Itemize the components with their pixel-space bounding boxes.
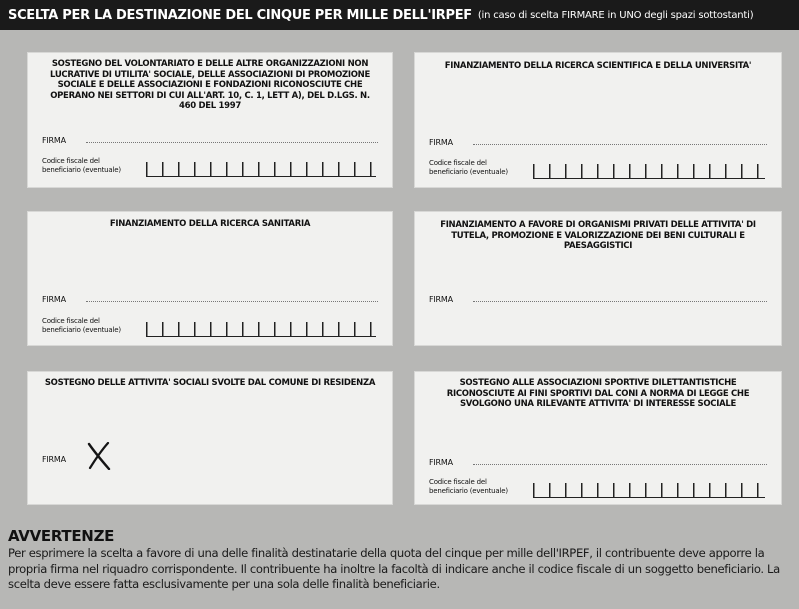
firma-label: FIRMA bbox=[42, 455, 66, 464]
firma-signature-field[interactable] bbox=[473, 301, 767, 302]
cf-row-sportive bbox=[429, 478, 767, 498]
box-ricerca-universita bbox=[414, 52, 782, 188]
codice-fiscale-input[interactable] bbox=[146, 322, 376, 337]
firma-label: FIRMA bbox=[42, 295, 66, 304]
firma-label: FIRMA bbox=[429, 295, 453, 304]
firma-row-ricerca-sanitaria bbox=[42, 292, 378, 304]
form-header bbox=[0, 0, 799, 30]
box-volontariato bbox=[27, 52, 393, 188]
box-ricerca-universita-title: FINANZIAMENTO DELLA RICERCA SCIENTIFICA E DELLA UNIVERSITA' bbox=[444, 61, 752, 71]
cf-label bbox=[42, 317, 138, 334]
firma-row-sportive bbox=[429, 455, 767, 467]
box-ricerca-sanitaria bbox=[27, 211, 393, 346]
cf-label-line2: beneficiario (eventuale) bbox=[429, 486, 508, 495]
cf-row-ricerca-universita bbox=[429, 159, 767, 179]
firma-label: FIRMA bbox=[429, 458, 453, 467]
firma-signature-field[interactable] bbox=[86, 301, 378, 302]
firma-row-beni-culturali bbox=[429, 292, 767, 304]
cf-row-volontariato bbox=[42, 157, 378, 177]
cf-label-line2: beneficiario (eventuale) bbox=[429, 167, 508, 176]
cf-label-line1: Codice fiscale del bbox=[42, 157, 100, 165]
firma-row-ricerca-universita bbox=[429, 135, 767, 147]
cf-label bbox=[42, 157, 138, 174]
codice-fiscale-input[interactable] bbox=[533, 164, 765, 179]
cf-label bbox=[429, 159, 525, 176]
box-comune-title: SOSTEGNO DELLE ATTIVITA' SOCIALI SVOLTE DAL COMUNE DI RESIDENZA bbox=[44, 378, 376, 388]
cf-label-line1: Codice fiscale del bbox=[429, 478, 487, 486]
cf-label-line2: beneficiario (eventuale) bbox=[42, 165, 121, 174]
cf-label-line1: Codice fiscale del bbox=[429, 159, 487, 167]
box-volontariato-title: SOSTEGNO DEL VOLONTARIATO E DELLE ALTRE ORGANIZZAZIONI NON LUCRATIVE DI UTILITA' SOCIALE, DELLE ASSOCIAZIONI DI PROMOZIONE SOCIALE E DELLE ASSOCIAZIONI E FONDAZIONI RICONOSCIUTE CHE OPERANO NEI SETTORI DI CUI ALL'ART. 10, C. 1, LETT A), DEL D.LGS. N. 460 DEL 1997 bbox=[50, 59, 370, 111]
header-title: SCELTA PER LA DESTINAZIONE DEL CINQUE PER MILLE DELL'IRPEF bbox=[8, 7, 472, 23]
firma-signature-field[interactable] bbox=[473, 464, 767, 465]
cf-label-line1: Codice fiscale del bbox=[42, 317, 100, 325]
firma-signature-field[interactable] bbox=[86, 142, 378, 143]
box-sportive-title: SOSTEGNO ALLE ASSOCIAZIONI SPORTIVE DILETTANTISTICHE RICONOSCIUTE AI FINI SPORTIVI DAL CONI A NORMA DI LEGGE CHE SVOLGONO UNA RILEVANTE ATTIVITA' DI INTERESSE SOCIALE bbox=[446, 378, 750, 409]
avvertenze-title: AVVERTENZE bbox=[8, 527, 115, 545]
firma-row-volontariato bbox=[42, 133, 378, 145]
box-beni-culturali bbox=[414, 211, 782, 346]
cf-row-ricerca-sanitaria bbox=[42, 317, 378, 337]
codice-fiscale-input[interactable] bbox=[533, 483, 765, 498]
header-note: (in caso di scelta FIRMARE in UNO degli spazi sottostanti) bbox=[477, 9, 754, 21]
box-beni-culturali-title: FINANZIAMENTO A FAVORE DI ORGANISMI PRIVATI DELLE ATTIVITA' DI TUTELA, PROMOZIONE E VALORIZZAZIONE DEI BENI CULTURALI E PAESAGGISTICI bbox=[440, 220, 756, 251]
codice-fiscale-input[interactable] bbox=[146, 162, 376, 177]
avvertenze-text: Per esprimere la scelta a favore di una delle finalità destinatarie della quota del cinque per mille dell'IRPEF, il contribuente deve apporre la propria firma nel riquadro corrispondente. Il contribuente ha inoltre la facoltà di indicare anche il codice fiscale di un soggetto beneficiario. La scelta deve essere fatta esclusivamente per una sola delle finalità beneficiarie. bbox=[8, 546, 780, 591]
firma-signature-field[interactable] bbox=[473, 144, 767, 145]
box-ricerca-sanitaria-title: FINANZIAMENTO DELLA RICERCA SANITARIA bbox=[109, 219, 311, 229]
signature-x-mark bbox=[86, 442, 112, 470]
box-sportive bbox=[414, 371, 782, 505]
firma-label: FIRMA bbox=[429, 138, 453, 147]
box-comune bbox=[27, 371, 393, 505]
firma-row-comune bbox=[42, 452, 378, 464]
cf-label bbox=[429, 478, 525, 495]
cf-label-line2: beneficiario (eventuale) bbox=[42, 325, 121, 334]
firma-label: FIRMA bbox=[42, 136, 66, 145]
